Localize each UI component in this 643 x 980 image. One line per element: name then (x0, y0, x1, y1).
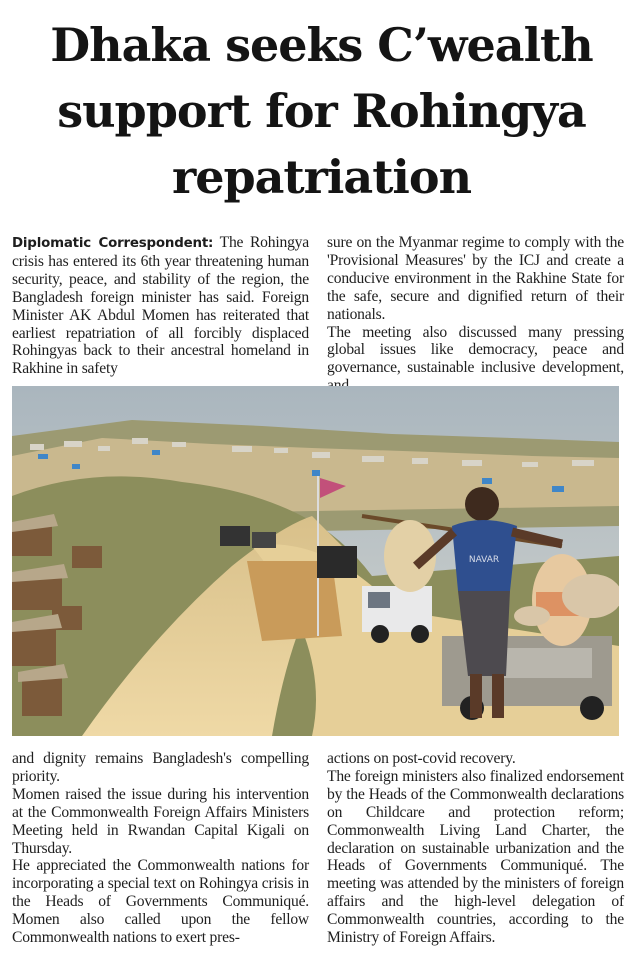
column-bottom-right (327, 750, 624, 947)
shirt-print: NAVAR (468, 555, 500, 565)
lead-text: The Rohingya crisis has entered its 6th year threatening human security, peace, and stability of the region, the Bangladesh foreign minister has said. Foreign Minister AK Abdul Momen has reiterated that earliest repatriation of all forcibly displaced Rohingyas back to their ancestral homeland in Rakhine in safety (12, 234, 309, 378)
paragraph: sure on the Myanmar regime to comply with the 'Provisional Measures' by the ICJ and create a conducive environment in the Rakhine State for the safe, secure and dignified return of their nationals. (327, 234, 624, 323)
paragraph: He appreciated the Commonwealth nations for incorporating a special text on Rohingya crisis in the Heads of Governments Communiqué. Momen also called upon the fellow Commonwealth nations to exert pres- (12, 857, 309, 947)
headline-line-1: Dhaka seeks C’wealth (50, 18, 593, 72)
column-top-left (12, 234, 309, 378)
refugee-camp-photo (12, 386, 619, 736)
column-bottom-left (12, 750, 309, 947)
paragraph: The meeting also discussed many pressing global issues like democracy, peace and governance, sustainable inclusive development, (327, 323, 624, 377)
photo-illustration (12, 386, 619, 736)
byline: Diplomatic Correspondent: (12, 236, 214, 251)
paragraph: The foreign ministers also finalized endorsement by the Heads of the Commonwealth declarations on Childcare and protection reform; Commonwealth Living Land Charter, the declaration on sustainable urbanization and the Heads of Governments Communiqué. The meeting was attended by the ministers of foreign affairs and the high-level delegation of Commonwealth countries, according to the Ministry of Foreign Affairs. (327, 767, 624, 947)
lead-paragraph (12, 234, 309, 378)
paragraph: actions on post-covid recovery. (327, 750, 516, 767)
paragraph: Momen raised the issue during his intervention at the Commonwealth Foreign Affairs Ministers Meeting held in Rwandan Capital Kigali on Thursday. (12, 785, 309, 857)
headline (8, 12, 635, 210)
head (465, 487, 499, 521)
column-top-right (327, 234, 624, 395)
headline-line-2: support for Rohingya (57, 84, 586, 138)
headline-line-3: repatriation (171, 150, 472, 204)
paragraph: and dignity remains Bangladesh's compelling priority. (12, 750, 309, 785)
next-article-headline-cut-off (40, 950, 600, 980)
